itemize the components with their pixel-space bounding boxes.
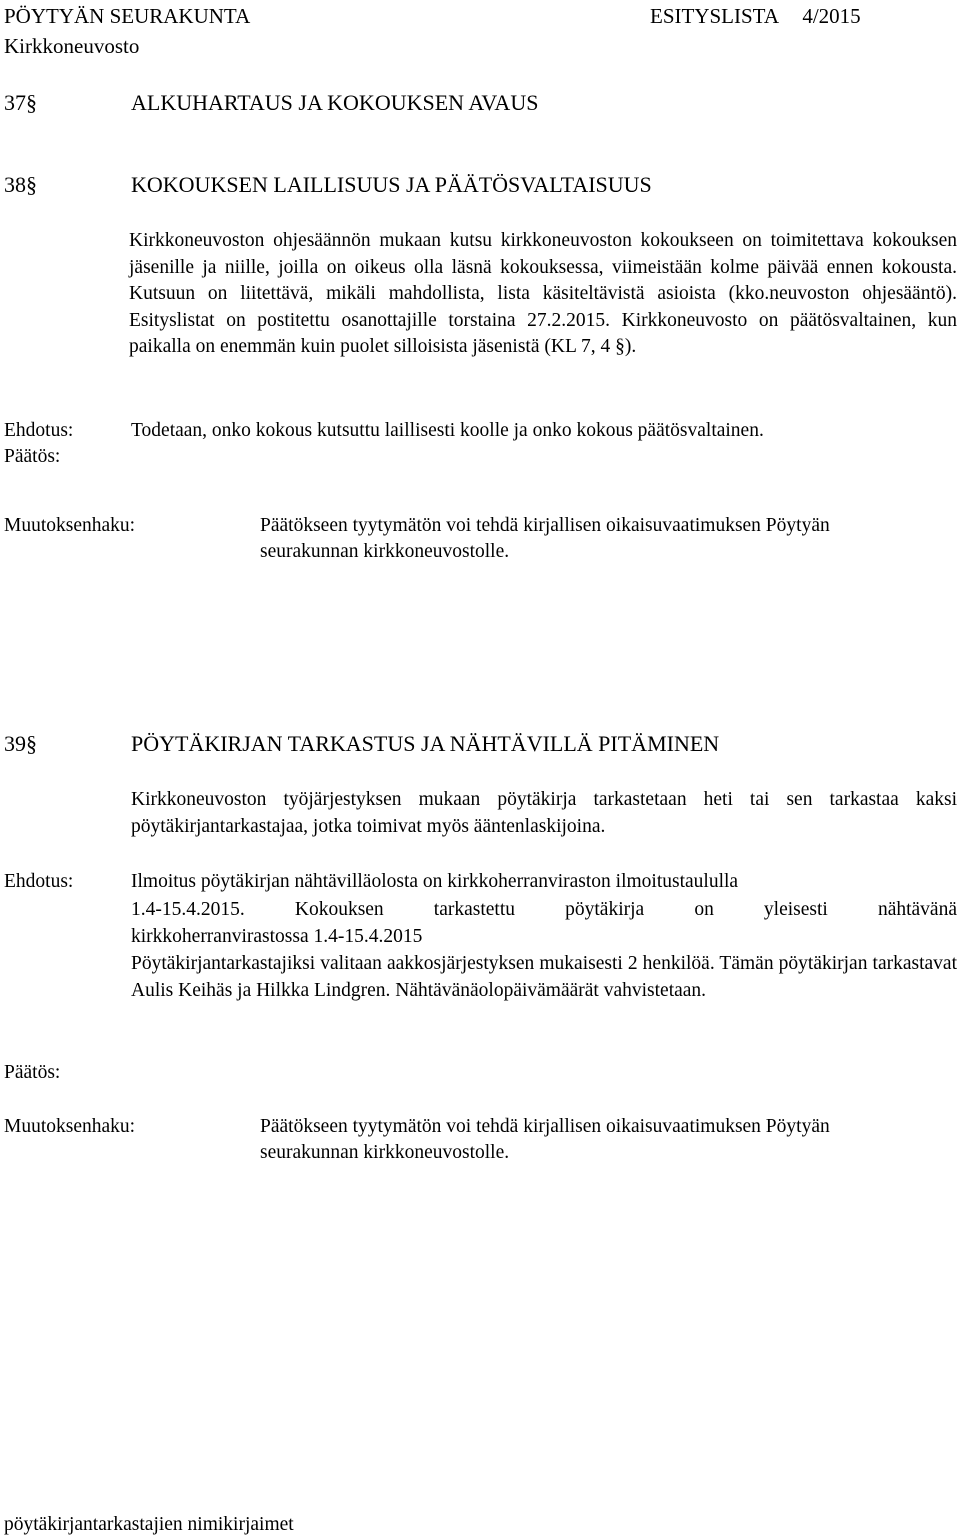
section-39-number <box>4 731 37 757</box>
header-organization: PÖYTYÄN SEURAKUNTA <box>4 4 251 28</box>
section-38-title: KOKOUKSEN LAILLISUUS JA PÄÄTÖSVALTAISUUS <box>131 172 652 197</box>
section-39-muutoksenhaku-line1: Päätökseen tyytymätön voi tehdä kirjallisen oikaisuvaatimuksen Pöytyän <box>260 1116 830 1137</box>
section-number: 38 <box>4 172 26 197</box>
section-38-paatos-label: Päätös: <box>4 446 61 467</box>
section-39-body: Kirkkoneuvoston työjärjestyksen mukaan pöytäkirja tarkastetaan heti tai sen tarkastaa kaksi pöytäkirjantarkastajaa, jotka toimivat myös ääntenlaskijoina. <box>131 789 957 837</box>
header-doc-number: 4/2015 <box>802 4 861 28</box>
section-39-ehdotus-line3: kirkkoherranvirastossa 1.4-15.4.2015 <box>131 926 423 947</box>
section-39-title: PÖYTÄKIRJAN TARKASTUS JA NÄHTÄVILLÄ PITÄMINEN <box>131 731 720 756</box>
section-symbol: § <box>26 731 37 756</box>
section-38-muutoksenhaku-label: Muutoksenhaku: <box>4 515 136 536</box>
section-39-muutoksenhaku-line2: seurakunnan kirkkoneuvostolle. <box>260 1142 510 1163</box>
section-39-ehdotus-line2: 1.4-15.4.2015. Kokouksen tarkastettu pöytäkirja on yleisesti nähtävänä <box>131 899 957 920</box>
section-number: 37 <box>4 90 26 115</box>
section-38-muutoksenhaku-line2: seurakunnan kirkkoneuvostolle. <box>260 541 510 562</box>
header-body-name: Kirkkoneuvosto <box>4 34 140 58</box>
section-symbol: § <box>26 172 37 197</box>
section-symbol: § <box>26 90 37 115</box>
header-doc-type: ESITYSLISTA <box>650 4 778 28</box>
section-38-body: Kirkkoneuvoston ohjesäännön mukaan kutsu kirkkoneuvoston kokoukseen on toimitettava kokouksen jäsenille ja niille, joilla on oikeus olla läsnä kokouksessa, viimeistään kolme päivää ennen kokousta. Kutsuun on liitettävä, mikäli mahdollista, lista käsiteltävistä asioista (kko.neuvoston ohjesääntö). Esityslistat on postitettu osanottajille torstaina 27.2.2015. Kirkkoneuvosto on päätösvaltainen, kun paikalla on enemmän kuin puolet silloisista jäsenistä (KL 7, 4 §). <box>129 230 957 357</box>
section-39-ehdotus-paragraph: Pöytäkirjantarkastajiksi valitaan aakkosjärjestyksen mukaisesti 2 henkilöä. Tämän pöytäkirjan tarkastavat Aulis Keihäs ja Hilkka Lindgren. Nähtävänäolopäivämäärät vahvistetaan. <box>131 953 957 1001</box>
section-39-ehdotus-label: Ehdotus: <box>4 871 74 892</box>
section-38-ehdotus-label: Ehdotus: <box>4 420 74 441</box>
section-37-number <box>4 90 37 116</box>
section-39-paatos-label: Päätös: <box>4 1062 61 1083</box>
signature-caption: pöytäkirjantarkastajien nimikirjaimet <box>4 1514 294 1535</box>
section-37-title: ALKUHARTAUS JA KOKOUKSEN AVAUS <box>131 90 539 115</box>
header-document-type <box>650 4 861 28</box>
section-38-ehdotus-text: Todetaan, onko kokous kutsuttu laillisesti koolle ja onko kokous päätösvaltainen. <box>131 420 764 441</box>
section-38-number <box>4 172 37 198</box>
section-39-ehdotus-line1: Ilmoitus pöytäkirjan nähtävilläolosta on kirkkoherranviraston ilmoitustaululla <box>131 871 739 892</box>
section-38-muutoksenhaku-line1: Päätökseen tyytymätön voi tehdä kirjallisen oikaisuvaatimuksen Pöytyän <box>260 515 830 536</box>
section-39-muutoksenhaku-label: Muutoksenhaku: <box>4 1116 136 1137</box>
section-number: 39 <box>4 731 26 756</box>
